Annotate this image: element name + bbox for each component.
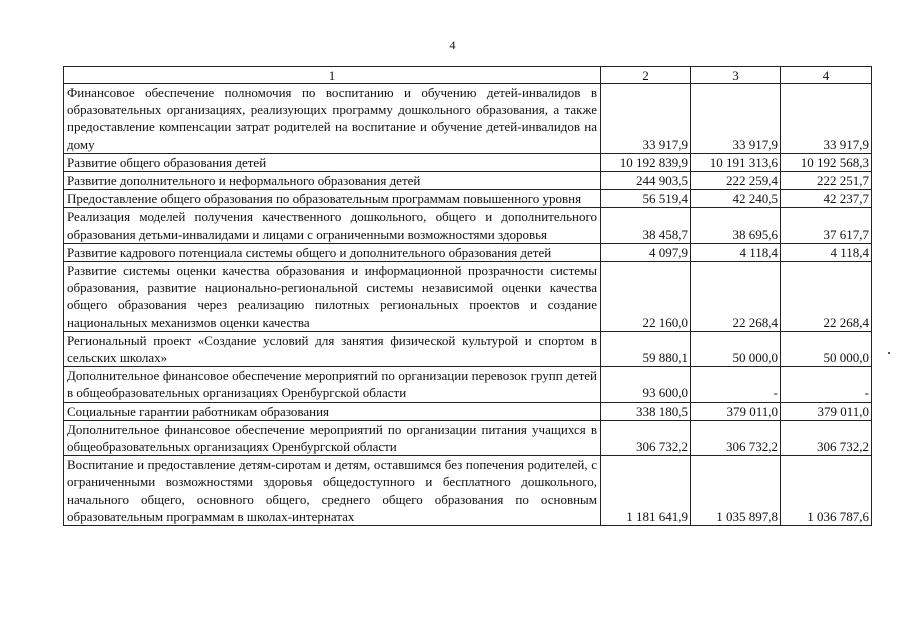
row-value-col4: 42 237,7 [781,190,872,208]
row-value-col4: 33 917,9 [781,84,872,154]
row-value-col4: 379 011,0 [781,402,872,420]
row-value-col2: 93 600,0 [601,367,691,402]
budget-table [63,66,872,526]
row-value-col4: 306 732,2 [781,420,872,455]
row-value-col4: 37 617,7 [781,208,872,243]
column-header: 3 [691,67,781,84]
row-value-col3: 4 118,4 [691,243,781,261]
row-description: Воспитание и предоставление детям-сиротам и детям, оставшимся без попечения родителей, с ограниченными возможностями здоровья общедоступного и бесплатного дошкольного, начального общего, основного общего, среднего общего образования по основным образовательным программам в школах-интернатах [64,456,601,526]
row-value-col4: 4 118,4 [781,243,872,261]
row-value-col3: - [691,367,781,402]
row-value-col2: 244 903,5 [601,172,691,190]
page-number: 4 [449,38,456,52]
table-row [64,420,872,455]
row-value-col2: 10 192 839,9 [601,153,691,171]
table-row [64,331,872,366]
table-row [64,84,872,154]
row-description: Развитие кадрового потенциала системы общего и дополнительного образования детей [64,243,601,261]
row-value-col3: 22 268,4 [691,262,781,332]
row-value-col2: 338 180,5 [601,402,691,420]
table-row [64,153,872,171]
row-value-col3: 379 011,0 [691,402,781,420]
row-value-col4: 222 251,7 [781,172,872,190]
table-row [64,190,872,208]
row-value-col3: 42 240,5 [691,190,781,208]
row-description: Региональный проект «Создание условий для занятия физической культурой и спортом в сельских школах» [64,331,601,366]
row-value-col3: 10 191 313,6 [691,153,781,171]
table-row [64,262,872,332]
row-value-col4: 22 268,4 [781,262,872,332]
row-value-col4: 10 192 568,3 [781,153,872,171]
scan-dot-mark [888,352,890,354]
table-row [64,243,872,261]
table-row [64,402,872,420]
row-description: Финансовое обеспечение полномочия по воспитанию и обучению детей-инвалидов в образовательных организациях, реализующих программу дошкольного образования, а также предоставление компенсации затрат родителей на воспитание и обучение детей-инвалидов на дому [64,84,601,154]
row-description: Развитие системы оценки качества образования и информационной прозрачности системы образования, развитие национально-региональной системы независимой оценки качества общего образования через реализацию пилотных региональных проектов и создание национальных механизмов оценки качества [64,262,601,332]
row-description: Предоставление общего образования по образовательным программам повышенного уровня [64,190,601,208]
row-description: Развитие общего образования детей [64,153,601,171]
row-description: Дополнительное финансовое обеспечение мероприятий по организации перевозок групп детей в общеобразовательных организациях Оренбургской области [64,367,601,402]
row-value-col2: 33 917,9 [601,84,691,154]
table-row [64,172,872,190]
row-value-col3: 222 259,4 [691,172,781,190]
table-row [64,456,872,526]
row-description: Развитие дополнительного и неформального образования детей [64,172,601,190]
table-row [64,208,872,243]
column-header: 1 [64,67,601,84]
row-description: Социальные гарантии работникам образования [64,402,601,420]
row-value-col3: 38 695,6 [691,208,781,243]
table-header-row [64,67,872,84]
column-header: 2 [601,67,691,84]
row-value-col2: 59 880,1 [601,331,691,366]
row-value-col2: 38 458,7 [601,208,691,243]
row-value-col2: 4 097,9 [601,243,691,261]
row-value-col3: 33 917,9 [691,84,781,154]
row-value-col2: 1 181 641,9 [601,456,691,526]
row-description: Реализация моделей получения качественного дошкольного, общего и дополнительного образования детьми-инвалидами и лицами с ограниченными возможностями здоровья [64,208,601,243]
row-value-col4: 50 000,0 [781,331,872,366]
row-description: Дополнительное финансовое обеспечение мероприятий по организации питания учащихся в общеобразовательных организациях Оренбургской области [64,420,601,455]
row-value-col2: 306 732,2 [601,420,691,455]
row-value-col3: 50 000,0 [691,331,781,366]
row-value-col2: 22 160,0 [601,262,691,332]
row-value-col4: 1 036 787,6 [781,456,872,526]
row-value-col3: 1 035 897,8 [691,456,781,526]
column-header: 4 [781,67,872,84]
row-value-col4: - [781,367,872,402]
table-row [64,367,872,402]
row-value-col3: 306 732,2 [691,420,781,455]
row-value-col2: 56 519,4 [601,190,691,208]
